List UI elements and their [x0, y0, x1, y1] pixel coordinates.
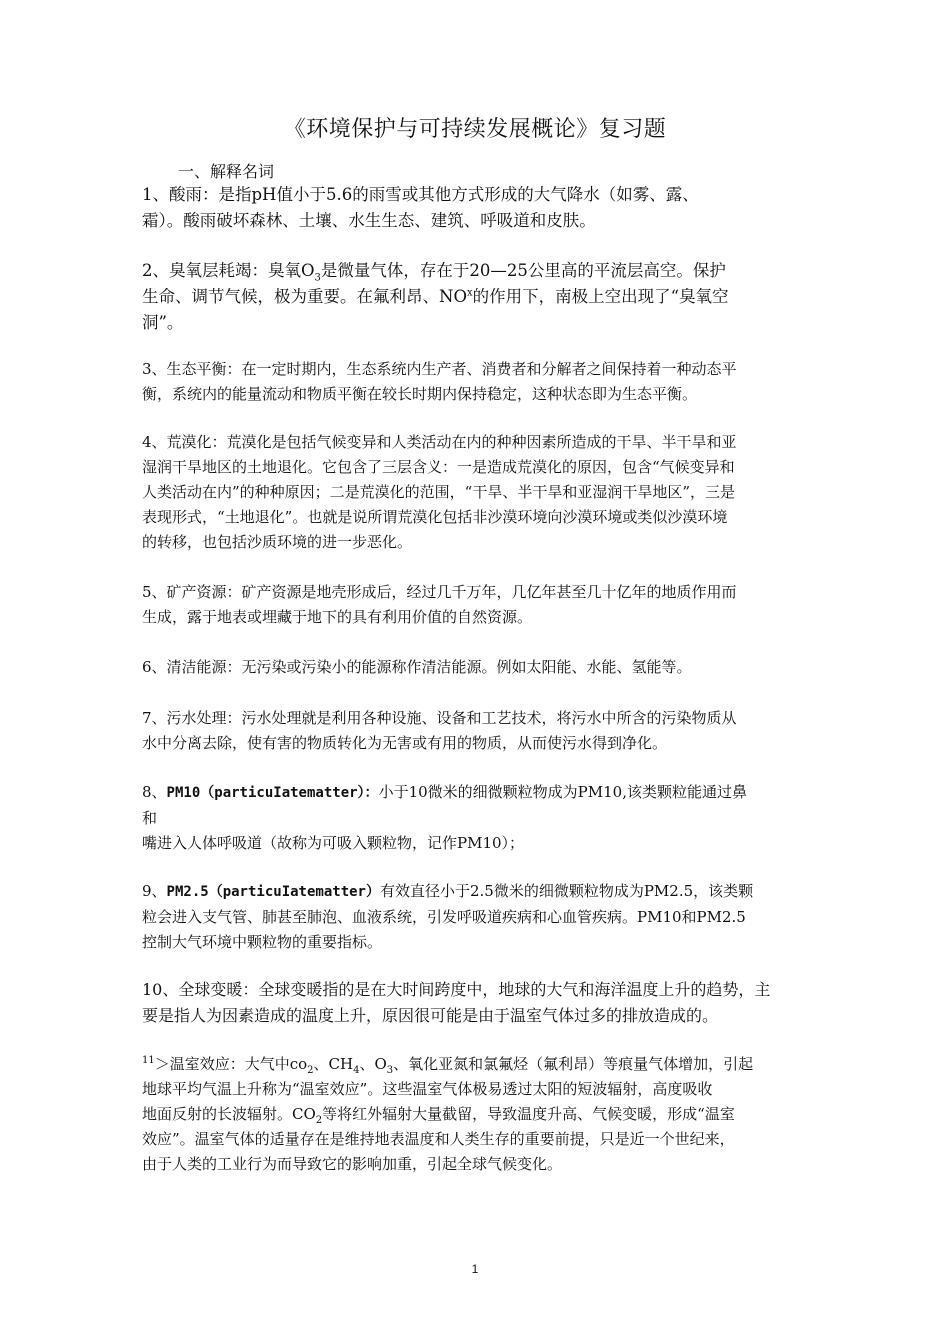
term-text: 2、臭氧层耗竭：臭氧O: [142, 261, 315, 280]
term-line: 和: [142, 809, 158, 827]
term-text: 、O: [359, 1055, 387, 1073]
term-wastewater-treatment: [142, 706, 822, 756]
term-text: 小于10微米的细微颗粒物成为PM10,该类颗粒能通过鼻: [378, 783, 747, 801]
term-pm10: [142, 780, 822, 856]
term-ozone-depletion: [142, 258, 822, 336]
term-text: 地面反射的长波辐射。CO: [142, 1105, 316, 1123]
term-line: 5、矿产资源：矿产资源是地壳形成后，经过几千万年，几亿年甚至几十亿年的地质作用而: [142, 583, 737, 601]
page-number: 1: [471, 1262, 479, 1276]
document-title: 《环境保护与可持续发展概论》复习题: [283, 117, 667, 142]
term-text: 有效直径小于2.5微米的细微颗粒物成为PM2.5，该类颗: [379, 882, 754, 900]
term-line: 1、酸雨：是指pH值小于5.6的雨雪或其他方式形成的大气降水（如雾、露、: [142, 185, 699, 204]
term-desertification: [142, 430, 822, 555]
term-line: 10、全球变暖：全球变暖指的是在大时间跨度中，地球的大气和海洋温度上升的趋势，主: [142, 980, 771, 999]
term-greenhouse-effect: [142, 1052, 822, 1177]
term-line: 6、清洁能源：无污染或污染小的能源称作清洁能源。例如太阳能、水能、氢能等。: [142, 658, 692, 676]
term-text: ＞温室效应：大气中co: [154, 1055, 308, 1073]
term-line: 嘴进入人体呼吸道（故称为可吸入颗粒物，记作PM10）；: [142, 834, 525, 852]
term-line: 3、生态平衡：在一定时期内，生态系统内生产者、消费者和分解者之间保持着一种动态平: [142, 360, 737, 378]
term-line: 由于人类的工业行为而导致它的影响加重，引起全球气候变化。: [142, 1155, 563, 1173]
term-line: 水中分离去除，使有害的物质转化为无害或有用的物质，从而使污水得到净化。: [142, 734, 668, 752]
term-line: 衡，系统内的能量流动和物质平衡在较长时期内保持稳定，这种状态即为生态平衡。: [142, 385, 698, 403]
subscript: 4: [353, 1065, 360, 1076]
term-text: 的作用下，南极上空出现了“臭氧空: [472, 287, 729, 306]
term-line: 霜）。酸雨破坏森林、土壤、水生生态、建筑、呼吸道和皮肤。: [142, 211, 596, 230]
term-line: 人类活动在内”的种种原因；二是荒漠化的范围，“干旱、半干旱和亚湿润干旱地区”，三是: [142, 483, 736, 501]
term-text: 、CH: [313, 1055, 354, 1073]
subscript: 3: [386, 1065, 394, 1076]
term-line: [142, 780, 822, 806]
term-ecological-balance: [142, 357, 822, 407]
term-text: 8、: [142, 783, 167, 801]
term-line: 控制大气环境中颗粒物的重要指标。: [142, 933, 383, 951]
term-line: [142, 879, 822, 905]
term-line: 生成，露于地表或埋藏于地下的具有利用价值的自然资源。: [142, 608, 533, 626]
term-mineral-resources: [142, 580, 822, 630]
term-text: 等将红外辐射大量截留，导致温度升高、气候变暖，形成“温室: [322, 1105, 735, 1123]
term-line: 洞”。: [142, 313, 184, 332]
subscript: 2: [315, 1115, 323, 1126]
term-line: 的转移，也包括沙质环境的进一步恶化。: [142, 533, 413, 551]
superscript: x: [466, 287, 473, 299]
term-acid-rain: [142, 182, 822, 234]
term-line: 要是指人为因素造成的温度上升，原因很可能是由于温室气体过多的排放造成的。: [142, 1006, 719, 1025]
term-text: 是微量气体，存在于20—25公里高的平流层高空。保护: [320, 261, 726, 280]
term-line: [142, 258, 822, 284]
subscript: 2: [307, 1065, 314, 1076]
section-heading: 一、解释名词: [178, 162, 275, 181]
term-line: 4、荒漠化：荒漠化是包括气候变异和人类活动在内的种种因素所造成的干旱、半干旱和亚: [142, 433, 737, 451]
subscript: 3: [314, 272, 321, 284]
term-text: 9、: [142, 882, 167, 900]
term-line: 效应”。温室气体的适量存在是维持地表温度和人类生存的重要前提，只是近一个世纪来，: [142, 1130, 735, 1148]
term-clean-energy: [142, 655, 822, 680]
term-line: 粒会进入支气管、肺甚至肺泡、血液系统，引发呼吸道疾病和心血管疾病。PM10和PM2.5: [142, 908, 746, 926]
term-global-warming: [142, 977, 822, 1029]
superscript: 11: [142, 1055, 155, 1066]
term-text: 、氧化亚氮和氯氟烃（氟利昂）等痕量气体增加，引起: [393, 1055, 754, 1073]
term-line: 地球平均气温上升称为“温室效应”。这些温室气体极易透过太阳的短波辐射，高度吸收: [142, 1080, 713, 1098]
term-keyword: PM10（particuIatematter）：: [166, 785, 379, 801]
term-line: [142, 284, 822, 310]
term-text: 生命、调节气候，极为重要。在氟利昂、NO: [142, 287, 467, 306]
term-line: 7、污水处理：污水处理就是利用各种设施、设备和工艺技术，将污水中所含的污染物质从: [142, 709, 737, 727]
term-line: 湿润干旱地区的土地退化。它包含了三层含义：一是造成荒漠化的原因，包含“气候变异和: [142, 458, 735, 476]
term-line: 表现形式，“土地退化”。也就是说所谓荒漠化包括非沙漠环境向沙漠环境或类似沙漠环境: [142, 508, 728, 526]
term-line: [142, 1052, 822, 1077]
term-line: [142, 1102, 822, 1127]
term-keyword: PM2.5（particuIatematter）: [166, 884, 380, 900]
term-pm25: [142, 879, 822, 955]
